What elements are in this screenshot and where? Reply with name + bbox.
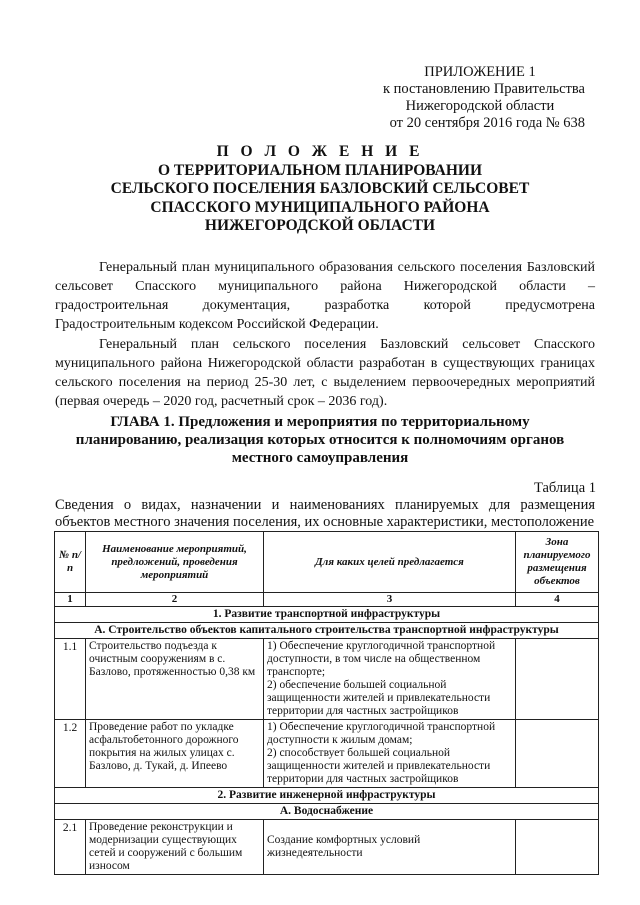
row-number: 1.2 <box>55 720 86 788</box>
appendix-line: к постановлению Правительства <box>383 81 585 97</box>
goal-item: 2) обеспечение большей социальной защищенности жителей и привлекательности территории для частных застройщиков <box>267 679 491 717</box>
goal-item: 1) Обеспечение круглогодичной транспортной доступности к жилым домам; <box>267 721 496 746</box>
column-numbers-row <box>55 593 599 607</box>
appendix-title: ПРИЛОЖЕНИЕ 1 <box>424 64 536 80</box>
row-zone <box>516 820 599 875</box>
table-row <box>55 720 599 788</box>
table-caption: Сведения о видах, назначении и наименованиях планируемых для размещения объектов местного значения поселения, их основные характеристики, местоположение <box>55 497 595 530</box>
section-heading: 1. Развитие транспортной инфраструктуры <box>55 607 599 623</box>
subsection-heading: А. Водоснабжение <box>55 804 599 820</box>
section-row <box>55 788 599 804</box>
header-number: № п/п <box>55 532 86 593</box>
row-goal <box>264 720 516 788</box>
chapter-heading <box>60 413 580 467</box>
header-zone: Зона планируемого размещения объектов <box>516 532 599 593</box>
document-title <box>60 143 580 236</box>
chapter-line: ГЛАВА 1. Предложения и мероприятия по территориальному <box>110 414 530 430</box>
subsection-heading: А. Строительство объектов капитального строительства транспортной инфраструктуры <box>55 623 599 639</box>
column-number: 4 <box>516 593 599 607</box>
row-number: 1.1 <box>55 639 86 720</box>
paragraph: Генеральный план сельского поселения Базловский сельсовет Спасского муниципального района Нижегородской области разработан в существующих границах сельского поселения на период 25-30 лет, с выделением первоочередных мероприятий (первая очередь – 2020 год, расчетный срок – 2036 год). <box>55 337 595 409</box>
title-line: СПАССКОГО МУНИЦИПАЛЬНОГО РАЙОНА <box>150 198 490 216</box>
section-heading: 2. Развитие инженерной инфраструктуры <box>55 788 599 804</box>
row-zone <box>516 639 599 720</box>
row-name: Проведение реконструкции и модернизации существующих сетей и сооружений с большим износом <box>86 820 264 875</box>
row-zone <box>516 720 599 788</box>
chapter-line: планированию, реализация которых относится к полномочиям органов <box>75 432 565 448</box>
row-goal: Создание комфортных условий жизнедеятельности <box>264 820 516 875</box>
column-number: 2 <box>86 593 264 607</box>
header-name: Наименование мероприятий, предложений, проведения мероприятий <box>86 532 264 593</box>
row-goal <box>264 639 516 720</box>
title-line: СЕЛЬСКОГО ПОСЕЛЕНИЯ БАЗЛОВСКИЙ СЕЛЬСОВЕТ <box>110 180 530 197</box>
appendix-header <box>345 64 585 132</box>
goal-item: 1) Обеспечение круглогодичной транспортной доступности, в том числе на общественном транспорте; <box>267 640 496 678</box>
title-line: П О Л О Ж Е Н И Е <box>216 143 424 160</box>
goal-item: 2) способствует большей социальной защищенности жителей и привлекательности территории для частных застройщиков <box>267 747 491 785</box>
table-row <box>55 820 599 875</box>
chapter-line: местного самоуправления <box>231 450 409 466</box>
column-number: 1 <box>55 593 86 607</box>
title-line: НИЖЕГОРОДСКОЙ ОБЛАСТИ <box>204 217 436 234</box>
row-name: Проведение работ по укладке асфальтобетонного дорожного покрытия на жилых улицах с. Базлово, д. Тукай, д. Ипеево <box>86 720 264 788</box>
table-row <box>55 639 599 720</box>
subsection-row <box>55 623 599 639</box>
appendix-date: от 20 сентября 2016 года № 638 <box>389 115 585 131</box>
row-number: 2.1 <box>55 820 86 875</box>
row-name: Строительство подъезда к очистным сооружениям в с. Базлово, протяженностью 0,38 км <box>86 639 264 720</box>
header-goal: Для каких целей предлагается <box>264 532 516 593</box>
table-header-row <box>55 532 599 593</box>
column-number: 3 <box>264 593 516 607</box>
title-line: О ТЕРРИТОРИАЛЬНОМ ПЛАНИРОВАНИИ <box>158 161 482 179</box>
appendix-line: Нижегородской области <box>405 98 555 114</box>
table-label: Таблица 1 <box>533 480 596 496</box>
section-row <box>55 607 599 623</box>
subsection-row <box>55 804 599 820</box>
objects-table <box>54 531 599 875</box>
paragraph: Генеральный план муниципального образования сельского поселения Базловский сельсовет Спасского муниципального района Нижегородской области – градостроительная документация, разработка которой предусмотрена Градостроительным кодексом Российской Федерации. <box>55 260 595 332</box>
